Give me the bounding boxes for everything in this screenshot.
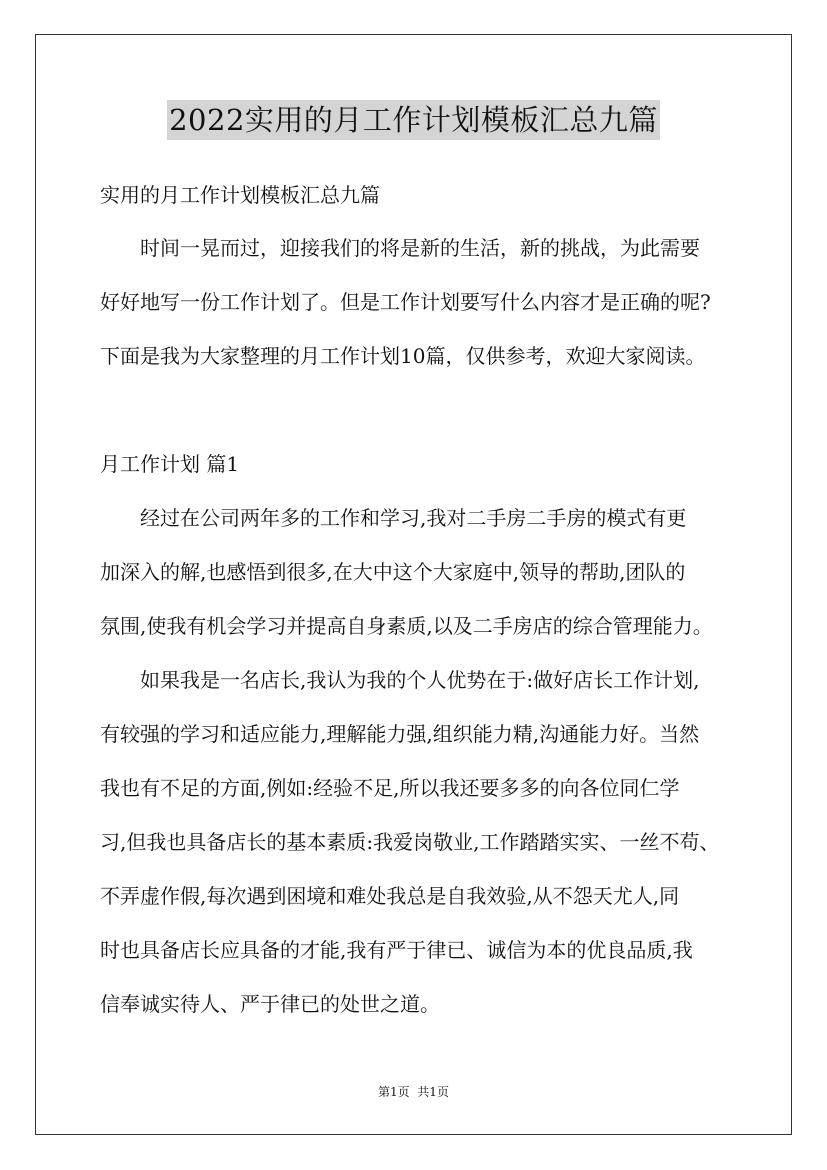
document-title: 2022实用的月工作计划模板汇总九篇 [167, 100, 660, 140]
text-line: 习,但我也具备店长的基本素质:我爱岗敬业,工作踏踏实实、一丝不苟、 [100, 830, 720, 854]
text-line: 不弄虚作假,每次遇到困境和难处我总是自我效验,从不怨天尤人,同 [100, 884, 680, 908]
text-line: 好好地写一份工作计划了。但是工作计划要写什么内容才是正确的呢? [100, 290, 711, 314]
text-line: 如果我是一名店长,我认为我的个人优势在于:做好店长工作计划, [100, 668, 700, 692]
text-line: 氛围,使我有机会学习并提高自身素质,以及二手房店的综合管理能力。 [100, 614, 713, 638]
section-heading: 月工作计划 篇1 [100, 452, 240, 476]
subtitle-line: 实用的月工作计划模板汇总九篇 [100, 183, 380, 207]
text-line: 有较强的学习和适应能力,理解能力强,组织能力精,沟通能力好。当然 [100, 722, 700, 746]
text-line: 下面是我为大家整理的月工作计划10篇，仅供参考，欢迎大家阅读。 [100, 344, 706, 368]
text-line: 时间一晃而过，迎接我们的将是新的生活，新的挑战，为此需要 [100, 236, 700, 260]
page-number-footer: 第1页 共1页 [378, 1085, 449, 1099]
text-line: 我也有不足的方面,例如:经验不足,所以我还要多多的向各位同仁学 [100, 776, 680, 800]
text-line: 经过在公司两年多的工作和学习,我对二手房二手房的模式有更 [100, 506, 687, 530]
text-line: 信奉诚实待人、严于律已的处世之道。 [100, 992, 440, 1016]
text-line: 加深入的解,也感悟到很多,在大中这个大家庭中,领导的帮助,团队的 [100, 560, 686, 584]
title-container [0, 100, 827, 140]
text-line: 时也具备店长应具备的才能,我有严于律已、诚信为本的优良品质,我 [100, 938, 693, 962]
